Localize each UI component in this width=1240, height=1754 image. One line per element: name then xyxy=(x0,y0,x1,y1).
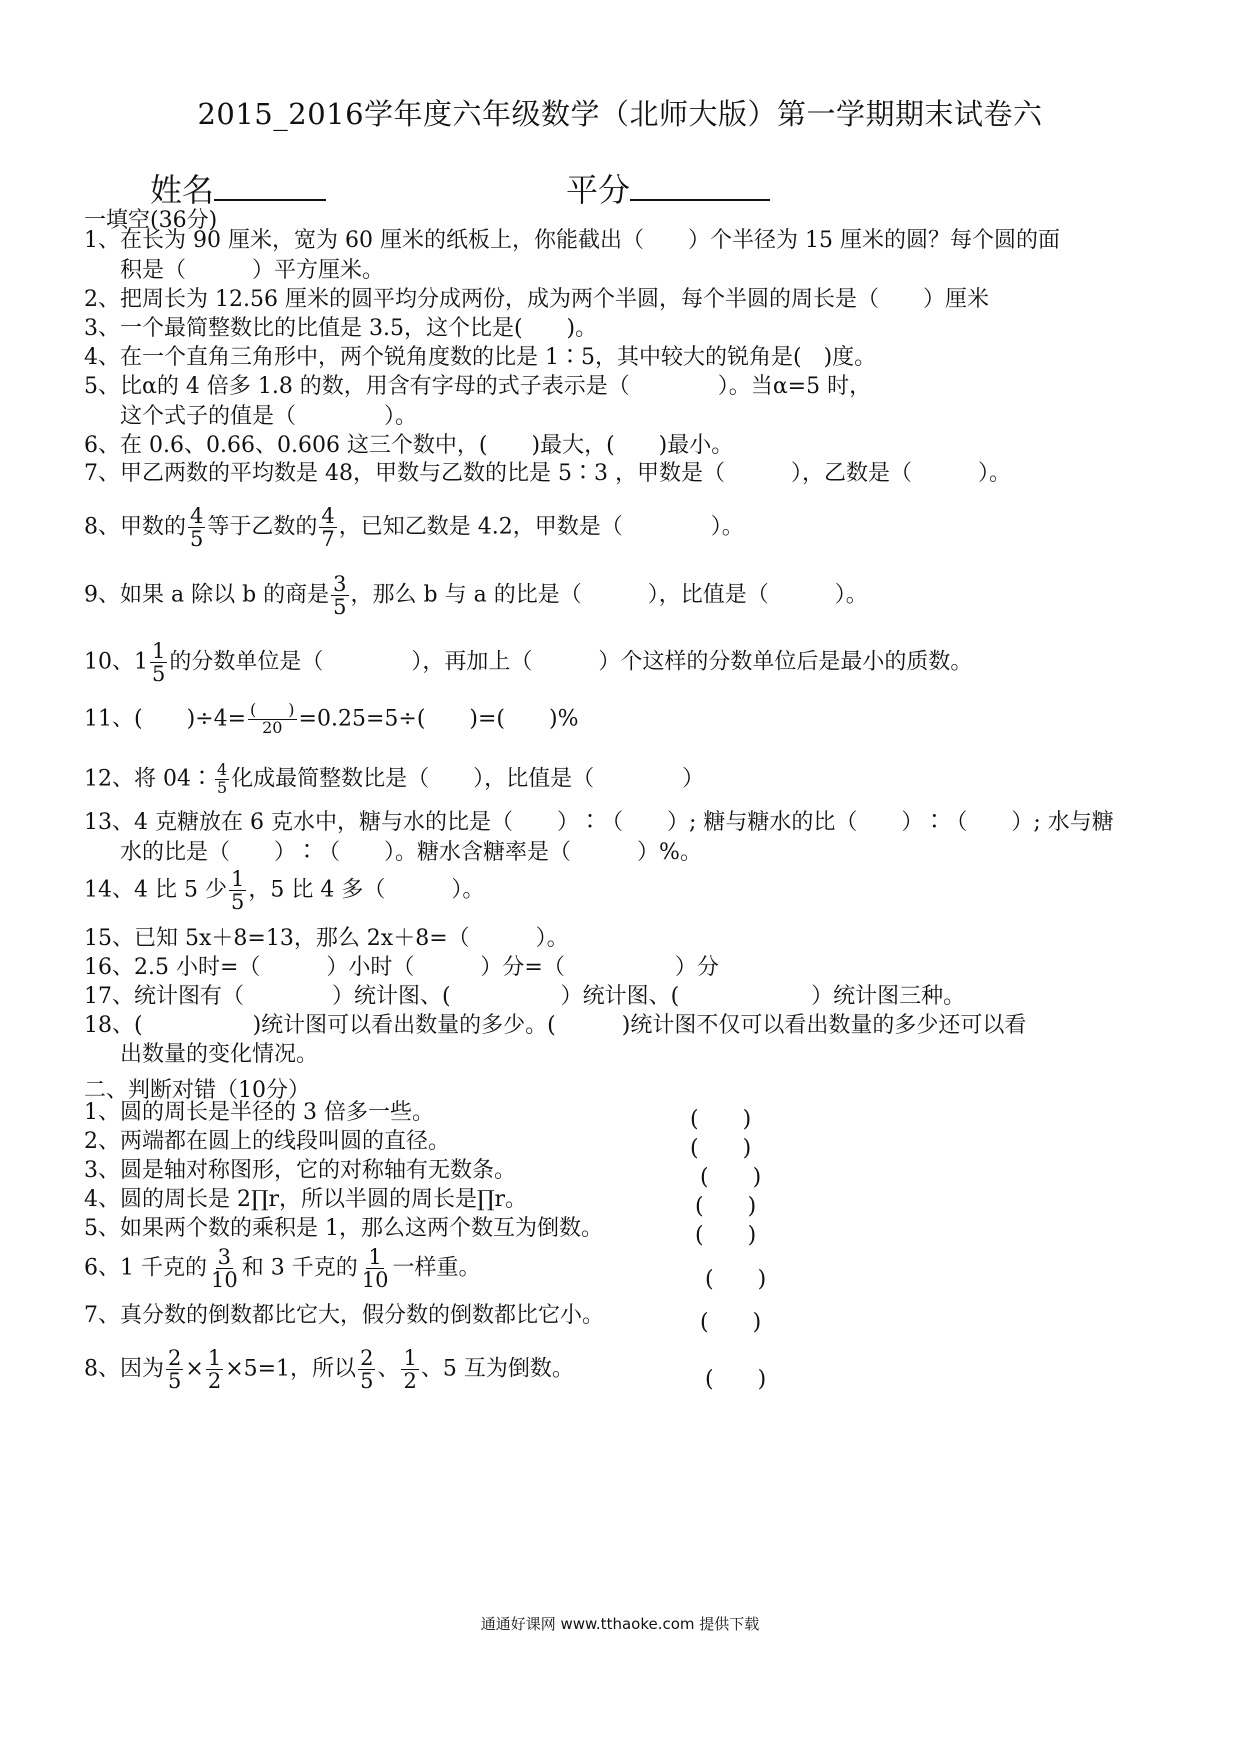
question-9: 9、如果 a 除以 b 的商是 $\frac{3}{5}$ ，那么 b 与 a 的比是（ ），比值是（ ）。 xyxy=(84,572,868,620)
section-fill-in: 一填空(36分) xyxy=(84,208,218,233)
question-5: 5、比α的 4 倍多 1.8 的数，用含有字母的式子表示是（ ）。当α=5 时， xyxy=(84,374,872,399)
score-blank[interactable] xyxy=(630,169,770,201)
name-blank[interactable] xyxy=(214,169,326,201)
question-2: 2、把周长为 12.56 厘米的圆平均分成两份，成为两个半圆，每个半圆的周长是（ ）厘米 xyxy=(84,287,989,312)
judge-4-answer[interactable]: ( ) xyxy=(695,1194,757,1219)
judge-2-answer[interactable]: ( ) xyxy=(690,1136,752,1161)
question-3: 3、一个最简整数比的比值是 3.5，这个比是( )。 xyxy=(84,316,598,341)
judge-8: 8、因为 $\frac{2}{5}$ × $\frac{1}{2}$ ×5=1，所以 $\frac{2}{5}$ 、 $\frac{1}{2}$ 、5 互为倒数。 xyxy=(84,1346,574,1394)
judge-3-answer[interactable]: ( ) xyxy=(700,1165,762,1190)
footer-source: 通通好课网 www.tthaoke.com 提供下载 xyxy=(480,1615,760,1633)
judge-2: 2、两端都在圆上的线段叫圆的直径。 xyxy=(84,1129,450,1154)
question-11: 11、( )÷4= $\frac{( )}{20}$ =0.25=5÷( )=( )% xyxy=(84,700,579,737)
fraction: $\frac{3}{5}$ xyxy=(333,572,347,620)
score-field xyxy=(566,165,770,211)
fraction: $\frac{1}{5}$ xyxy=(230,867,245,915)
judge-1-answer[interactable]: ( ) xyxy=(690,1107,752,1132)
fraction: $\frac{1}{10}$ xyxy=(361,1245,389,1293)
question-16: 16、2.5 小时=（ ）小时（ ）分=（ ）分 xyxy=(84,955,719,980)
question-5-cont: 这个式子的值是（ ）。 xyxy=(120,404,418,429)
judge-5: 5、如果两个数的乘积是 1，那么这两个数互为倒数。 xyxy=(84,1216,603,1241)
judge-7-answer[interactable]: ( ) xyxy=(700,1310,762,1335)
question-13-cont: 水的比是（ ）∶（ ）。糖水含糖率是（ ）%。 xyxy=(120,840,702,865)
question-8: 8、甲数的 $\frac{4}{5}$ 等于乙数的 $\frac{4}{7}$ ，已知乙数是 4.2，甲数是（ ）。 xyxy=(84,504,744,552)
fraction: $\frac{4}{5}$ xyxy=(216,760,228,797)
name-label: 姓名 xyxy=(150,171,215,209)
question-13: 13、4 克糖放在 6 克水中，糖与水的比是（ ）∶（ ）; 糖与糖水的比（ ）∶（ ）; 水与糖 xyxy=(84,810,1114,835)
judge-7: 7、真分数的倒数都比它大，假分数的倒数都比它小。 xyxy=(84,1303,604,1328)
fraction: $\frac{1}{2}$ xyxy=(403,1346,417,1394)
judge-4: 4、圆的周长是 2∏r，所以半圆的周长是∏r。 xyxy=(84,1187,528,1212)
fraction: $\frac{( )}{20}$ xyxy=(250,700,295,737)
judge-1: 1、圆的周长是半径的 3 倍多一些。 xyxy=(84,1100,434,1125)
question-14: 14、4 比 5 少 $\frac{1}{5}$ ，5 比 4 多（ ）。 xyxy=(84,867,485,915)
section-true-false: 二、判断对错（10分） xyxy=(84,1078,310,1103)
fraction: $\frac{1}{5}$ xyxy=(152,639,166,687)
judge-6: 6、1 千克的 $\frac{3}{10}$ 和 3 千克的 $\frac{1}{10}$ 一样重。 xyxy=(84,1245,481,1293)
question-15: 15、已知 5x＋8=13，那么 2x＋8=（ ）。 xyxy=(84,926,569,951)
fraction: $\frac{4}{7}$ xyxy=(321,504,335,552)
question-17: 17、统计图有（ ）统计图、( ）统计图、( ）统计图三种。 xyxy=(84,984,966,1009)
question-18: 18、( )统计图可以看出数量的多少。( )统计图不仅可以看出数量的多少还可以看 xyxy=(84,1013,1027,1038)
fraction: $\frac{2}{5}$ xyxy=(168,1346,182,1394)
exam-title: 2015_2016学年度六年级数学（北师大版）第一学期期末试卷六 xyxy=(197,97,1043,131)
judge-8-answer[interactable]: ( ) xyxy=(705,1367,767,1392)
judge-5-answer[interactable]: ( ) xyxy=(695,1223,757,1248)
question-12: 12、将 04∶ $\frac{4}{5}$ 化成最简整数比是（ ），比值是（ ） xyxy=(84,760,705,797)
score-label: 平分 xyxy=(566,171,631,209)
question-6: 6、在 0.6、0.66、0.606 这三个数中，( )最大，( )最小。 xyxy=(84,433,734,458)
question-18-cont: 出数量的变化情况。 xyxy=(120,1042,319,1067)
question-7: 7、甲乙两数的平均数是 48，甲数与乙数的比是 5∶3 ，甲数是（ ），乙数是（ ）。 xyxy=(84,461,1011,486)
judge-6-answer[interactable]: ( ) xyxy=(705,1267,767,1292)
fraction: $\frac{1}{2}$ xyxy=(207,1346,222,1394)
question-10: 10、1 $\frac{1}{5}$ 的分数单位是（ ），再加上（ ）个这样的分数单位后是最小的质数。 xyxy=(84,639,973,687)
question-1-cont: 积是（ ）平方厘米。 xyxy=(120,258,385,283)
question-1: 1、在长为 90 厘米，宽为 60 厘米的纸板上，你能截出（ ）个半径为 15 厘米的圆？每个圆的面 xyxy=(84,228,1060,253)
judge-3: 3、圆是轴对称图形，它的对称轴有无数条。 xyxy=(84,1158,516,1183)
fraction: $\frac{2}{5}$ xyxy=(360,1346,374,1394)
question-4: 4、在一个直角三角形中，两个锐角度数的比是 1∶5，其中较大的锐角是( )度。 xyxy=(84,345,877,370)
fraction: $\frac{4}{5}$ xyxy=(190,504,204,552)
fraction: $\frac{3}{10}$ xyxy=(211,1245,238,1293)
